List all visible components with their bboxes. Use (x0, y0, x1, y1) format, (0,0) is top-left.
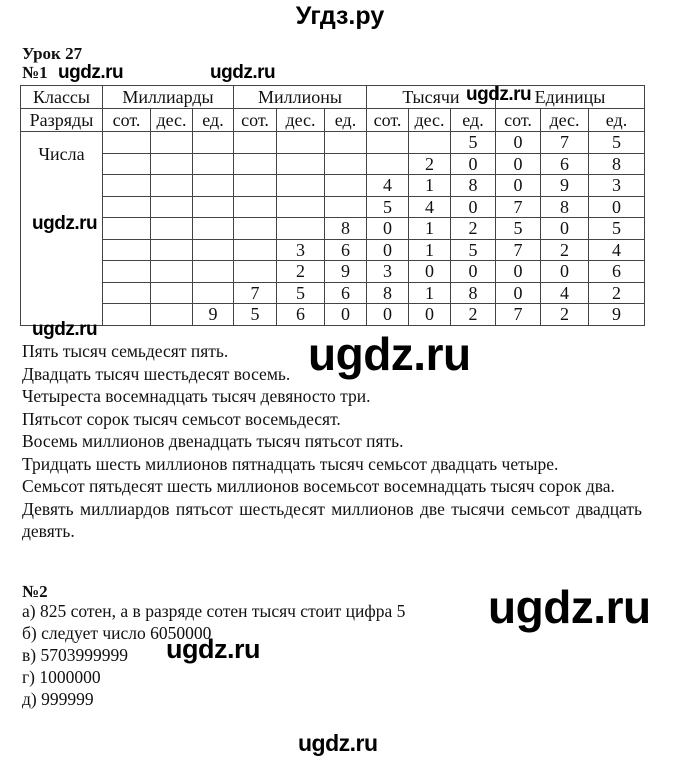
digit-cell: 9 (541, 175, 589, 197)
digit-cell (277, 196, 325, 218)
digit-cell: 0 (541, 218, 589, 240)
digit-cell: 1 (409, 175, 451, 197)
digit-cell (103, 261, 151, 283)
table-row (21, 239, 645, 261)
digit-cell (277, 132, 325, 154)
class-thousands: Тысячи (367, 86, 496, 109)
digit-cell (103, 153, 151, 175)
word-line: Двадцать тысяч шестьдесят восемь. (22, 363, 291, 384)
digit-cell: 2 (277, 261, 325, 283)
digit-cell (193, 218, 234, 240)
digit-cell: 4 (409, 196, 451, 218)
digit-cell: 0 (496, 153, 541, 175)
answer-line: а) 825 сотен, а в разряде сотен тысяч стоит цифра 5 (22, 601, 406, 621)
task2-label: №2 (22, 582, 48, 601)
digit-cell: 8 (451, 282, 496, 304)
digit-cell: 0 (496, 261, 541, 283)
digit-cell (193, 132, 234, 154)
digit-cell: 0 (589, 196, 645, 218)
digit-cell (367, 153, 409, 175)
digit-cell: 0 (496, 175, 541, 197)
lesson-title: Урок 27 (22, 44, 83, 63)
digit-cell (277, 218, 325, 240)
class-millions: Миллионы (234, 86, 367, 109)
digit-cell (103, 218, 151, 240)
digit-cell: 6 (589, 261, 645, 283)
digit-cell: 5 (234, 304, 277, 326)
digit-cell: 4 (541, 282, 589, 304)
word-line: Восемь миллионов двенадцать тысяч пятьсот пять. (22, 431, 404, 451)
digit-cell: 2 (451, 304, 496, 326)
ranks-label: Разряды (21, 109, 103, 132)
digit-cell: 7 (496, 196, 541, 218)
numbers-label: Числа (21, 132, 103, 326)
digit-cell (103, 239, 151, 261)
digit-cell: 0 (451, 153, 496, 175)
rank-cell: дес. (541, 109, 589, 132)
digit-cell: 0 (409, 261, 451, 283)
digit-cell (234, 196, 277, 218)
digit-cell: 2 (451, 218, 496, 240)
word-line: Девять миллиардов пятьсот шестьдесят миллионов две тысячи семьсот двадцать девять. (22, 498, 642, 541)
digit-cell: 4 (367, 175, 409, 197)
digit-cell (151, 218, 193, 240)
rank-cell: дес. (277, 109, 325, 132)
digit-cell: 8 (541, 196, 589, 218)
digit-cell: 5 (367, 196, 409, 218)
task1-label: №1 (22, 63, 48, 82)
word-line: Пятьсот сорок тысяч семьсот восемьдесят. (22, 408, 341, 429)
digit-cell: 1 (409, 282, 451, 304)
digit-cell (277, 153, 325, 175)
watermark: ugdz.ru (298, 730, 378, 756)
place-value-table (20, 85, 645, 326)
table-row (21, 175, 645, 197)
rank-cell: ед. (325, 109, 367, 132)
digit-cell: 1 (409, 239, 451, 261)
class-units: Единицы (496, 86, 645, 109)
digit-cell: 6 (325, 282, 367, 304)
digit-cell: 2 (589, 282, 645, 304)
digit-cell: 0 (367, 218, 409, 240)
digit-cell (103, 304, 151, 326)
answer-line: г) 1000000 (22, 667, 101, 687)
watermark: ugdz.ru (32, 213, 98, 234)
digit-cell: 2 (409, 153, 451, 175)
digit-cell (277, 175, 325, 197)
digit-cell: 9 (589, 304, 645, 326)
table-row (21, 132, 645, 154)
digit-cell: 5 (496, 218, 541, 240)
digit-cell: 5 (589, 132, 645, 154)
watermark: ugdz.ru (488, 581, 651, 633)
ranks-row (21, 109, 645, 132)
class-billions: Миллиарды (103, 86, 234, 109)
digit-cell: 7 (234, 282, 277, 304)
digit-cell: 2 (541, 239, 589, 261)
digit-cell: 0 (496, 132, 541, 154)
digit-cell: 5 (589, 218, 645, 240)
digit-cell (193, 282, 234, 304)
watermark: ugdz.ru (466, 84, 532, 105)
rank-cell: дес. (151, 109, 193, 132)
rank-cell: ед. (451, 109, 496, 132)
digit-cell (151, 261, 193, 283)
digit-cell: 8 (589, 153, 645, 175)
digit-cell (325, 153, 367, 175)
digit-cell (151, 239, 193, 261)
rank-cell: дес. (409, 109, 451, 132)
classes-row (21, 86, 645, 109)
word-line: Четыреста восемнадцать тысяч девяносто три. (22, 386, 371, 406)
digit-cell: 6 (541, 153, 589, 175)
table-row (21, 196, 645, 218)
rank-cell: сот. (496, 109, 541, 132)
table-row (21, 153, 645, 175)
table-row (21, 282, 645, 304)
digit-cell (103, 132, 151, 154)
digit-cell (234, 153, 277, 175)
watermark: ugdz.ru (58, 62, 124, 83)
digit-cell (103, 282, 151, 304)
rank-cell: сот. (234, 109, 277, 132)
digit-cell: 3 (367, 261, 409, 283)
digit-cell: 3 (589, 175, 645, 197)
digit-cell (193, 261, 234, 283)
digit-cell (151, 153, 193, 175)
digit-cell (325, 132, 367, 154)
digit-cell: 7 (541, 132, 589, 154)
digit-cell: 0 (367, 304, 409, 326)
watermark: ugdz.ru (308, 328, 471, 380)
digit-cell: 5 (451, 132, 496, 154)
watermark: ugdz.ru (166, 634, 260, 664)
digit-cell (234, 218, 277, 240)
digit-cell (103, 196, 151, 218)
word-line: Пять тысяч семьдесят пять. (22, 341, 229, 361)
digit-cell: 8 (451, 175, 496, 197)
digit-cell: 0 (541, 261, 589, 283)
digit-cell (193, 153, 234, 175)
digit-cell (234, 175, 277, 197)
digit-cell (151, 304, 193, 326)
rank-cell: сот. (103, 109, 151, 132)
digit-cell (103, 175, 151, 197)
digit-cell: 0 (409, 304, 451, 326)
digit-cell: 6 (325, 239, 367, 261)
digit-cell (367, 132, 409, 154)
answer-line: в) 5703999999 (22, 645, 128, 665)
table-row (21, 218, 645, 240)
rank-cell: ед. (193, 109, 234, 132)
digit-cell: 5 (277, 282, 325, 304)
digit-cell: 7 (496, 304, 541, 326)
digit-cell: 9 (193, 304, 234, 326)
answer-line: б) следует число 6050000 (22, 623, 212, 643)
answer-line: д) 999999 (22, 689, 94, 709)
digit-cell: 0 (367, 239, 409, 261)
rank-cell: ед. (589, 109, 645, 132)
digit-cell (151, 175, 193, 197)
digit-cell: 0 (451, 261, 496, 283)
digit-cell: 8 (367, 282, 409, 304)
digit-cell (325, 175, 367, 197)
digit-cell: 0 (451, 196, 496, 218)
digit-cell: 6 (277, 304, 325, 326)
digit-cell (234, 132, 277, 154)
digit-cell: 1 (409, 218, 451, 240)
digit-cell: 3 (277, 239, 325, 261)
table-row (21, 304, 645, 326)
digit-cell (151, 132, 193, 154)
word-line: Тридцать шесть миллионов пятнадцать тысяч семьсот двадцать четыре. (22, 453, 559, 474)
digit-cell: 0 (325, 304, 367, 326)
watermark: ugdz.ru (210, 62, 276, 83)
digit-cell (409, 132, 451, 154)
rank-cell: сот. (367, 109, 409, 132)
classes-label: Классы (21, 86, 103, 109)
digit-cell: 2 (541, 304, 589, 326)
digit-cell (193, 175, 234, 197)
digit-cell: 9 (325, 261, 367, 283)
digit-cell: 7 (496, 239, 541, 261)
digit-cell (151, 282, 193, 304)
word-line: Семьсот пятьдесят шесть миллионов восемьсот восемнадцать тысяч сорок два. (22, 476, 615, 496)
digit-cell: 0 (496, 282, 541, 304)
table-row (21, 261, 645, 283)
digit-cell (234, 239, 277, 261)
digit-cell (234, 261, 277, 283)
digit-cell: 8 (325, 218, 367, 240)
digit-cell (193, 239, 234, 261)
digit-cell: 5 (451, 239, 496, 261)
digit-cell (151, 196, 193, 218)
digit-cell (193, 196, 234, 218)
site-title: Угдз.ру (295, 2, 385, 30)
digit-cell: 4 (589, 239, 645, 261)
watermark: ugdz.ru (32, 319, 98, 340)
digit-cell (325, 196, 367, 218)
